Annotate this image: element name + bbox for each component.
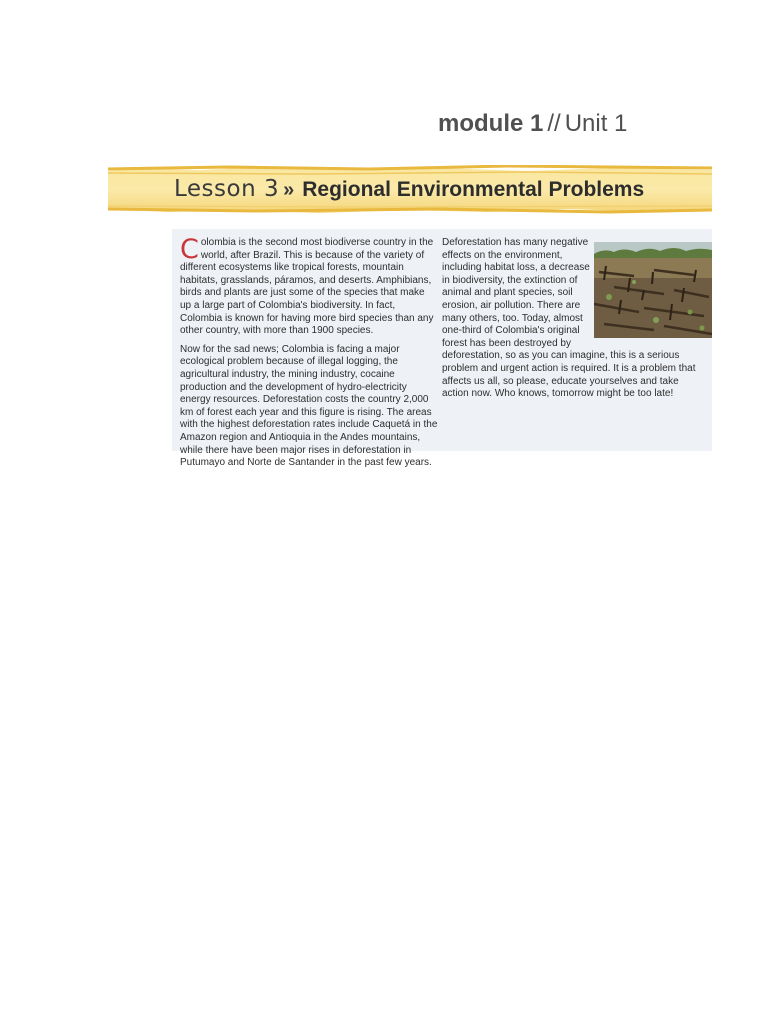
- module-label: module 1: [438, 110, 544, 137]
- lesson-banner: [108, 165, 712, 215]
- lesson-title: [174, 176, 644, 202]
- lesson-name: Regional Environmental Problems: [302, 178, 645, 201]
- text-column-left: [180, 234, 438, 476]
- paragraph-deforestation-effects: Deforestation has many negative effects on the environment, including habitat loss, a decrease in biodiversity, the extinction of animal and plant species, soil erosion, air pollution. There are many others, too. Today, almost one-third of Colombia's original forest has been destroyed by deforestation, so as you can imagine, this is a serious problem and urgent action is required. It is a problem that affects us all, so please, educate yourselves and take action now. Who knows, tomorrow might be too late!: [442, 237, 696, 400]
- lesson-number: Lesson 3: [174, 176, 280, 202]
- deforested-land-photo: [594, 242, 712, 338]
- paragraph-intro-text: olombia is the second most biodiverse country in the world, after Brazil. This is because of the variety of different ecosystems like tropical forests, mountain habitats, grasslands, páramos, and deserts. Amphibians, birds and plants are just some of the species that make up a large part of Colombia's biodiversity. In fact, Colombia is known for having more bird species than any other country, with more than 1900 species.: [180, 237, 434, 337]
- chevron-icon: »: [283, 179, 295, 201]
- drop-cap: C: [180, 234, 199, 265]
- module-separator: //: [547, 110, 561, 137]
- unit-label: Unit 1: [564, 110, 628, 137]
- paragraph-deforestation-causes: Now for the sad news; Colombia is facing a major ecological problem because of illegal logging, the agricultural industry, the mining industry, cocaine production and the development of hydro-electricity energy resources. Deforestation costs the country 2,000 km of forest each year and this figure is rising. The areas with the highest deforestation rates include Caquetá in the Amazon region and Antioquia in the Andes mountains, while there have been major rises in deforestation in Putumayo and Norte de Santander in the past few years.: [180, 343, 438, 469]
- deforestation-image: [594, 242, 712, 338]
- reading-text-box: [172, 229, 712, 469]
- module-unit-header: [438, 110, 627, 138]
- paragraph-intro: [180, 234, 438, 338]
- text-column-right: [442, 237, 706, 407]
